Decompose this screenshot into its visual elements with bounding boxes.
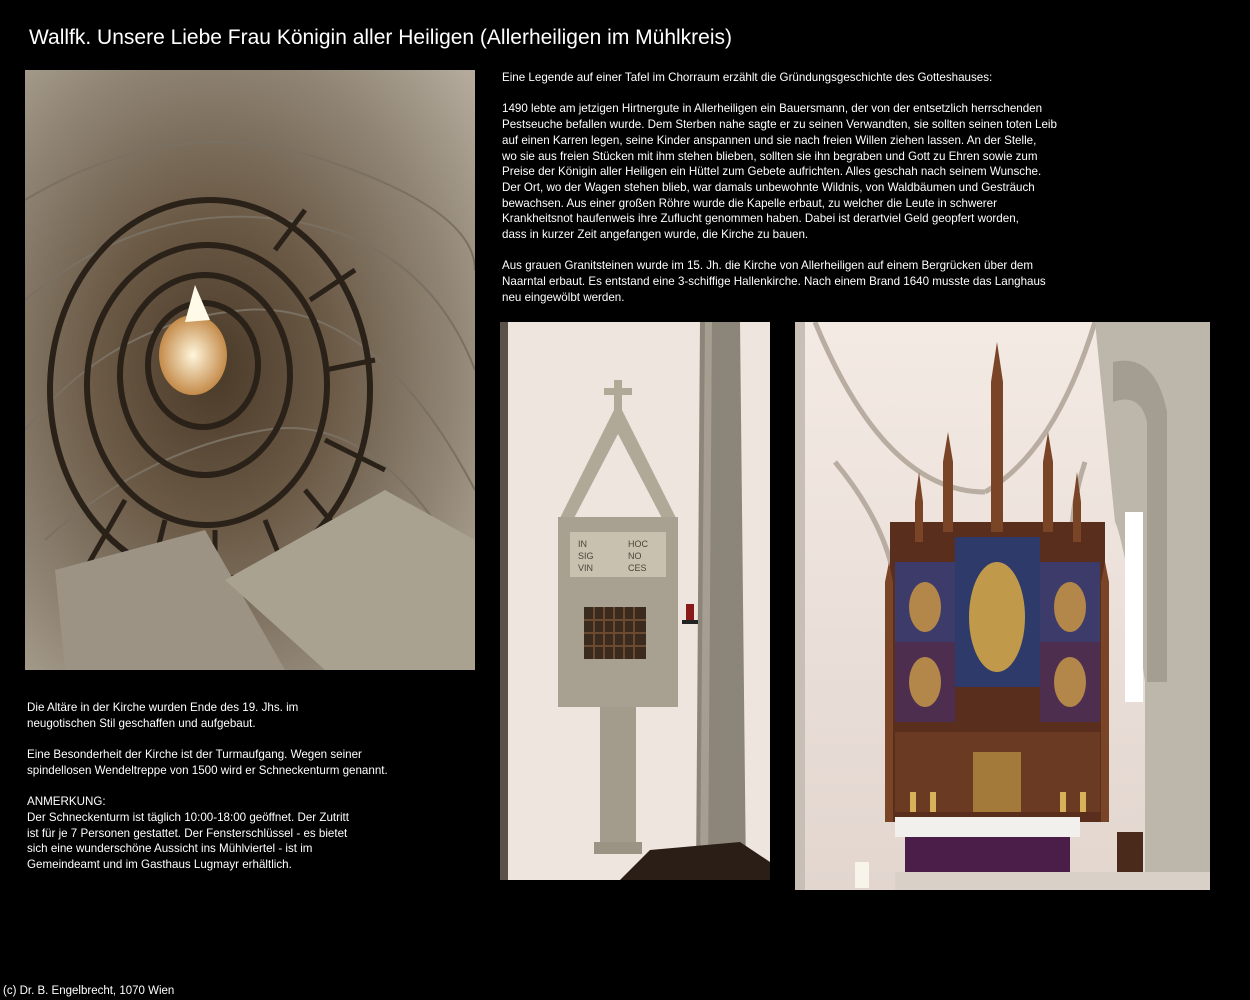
plaque-text-4: HOC [628, 539, 648, 549]
legend-intro: Eine Legende auf einer Tafel im Chorraum erzählt die Gründungsgeschichte des Gotteshauses: [502, 71, 993, 84]
legend-text-block [502, 70, 1102, 306]
remark-text: Der Schneckenturm ist täglich 10:00-18:00 geöffnet. Der Zutritt ist für je 7 Personen gestattet. Der Fensterschlüssel - es bietet sich eine wunderschöne Aussicht ins Mühlviertel - ist im Gemeindeamt und im Gasthaus Lugmayr erhältlich. [27, 810, 349, 871]
plaque-text-5: NO [628, 551, 642, 561]
copyright-footer: (c) Dr. B. Engelbrecht, 1070 Wien [3, 985, 175, 997]
altar-photo [795, 322, 1210, 890]
church-history: Aus grauen Granitsteinen wurde im 15. Jh. die Kirche von Allerheiligen auf einem Bergrücken über dem Naarntal erbaut. Es entstand eine 3-schiffige Hallenkirche. Nach einem Brand 1640 musste das Langhaus neu eingewölbt werden. [502, 259, 1046, 304]
wall-niche-photo [500, 322, 770, 880]
tower-note: Eine Besonderheit der Kirche ist der Turmaufgang. Wegen seiner spindellosen Wendeltreppe von 1500 wird er Schneckenturm genannt. [27, 748, 388, 777]
remark-heading: ANMERKUNG: [27, 795, 106, 809]
plaque-text-1: IN [578, 539, 587, 549]
spiral-staircase-photo [25, 70, 475, 670]
plaque-text-6: CES [628, 563, 647, 573]
altars-note: Die Altäre in der Kirche wurden Ende des 19. Jhs. im neugotischen Stil geschaffen und aufgebaut. [27, 701, 299, 730]
notes-text-block [27, 700, 427, 873]
legend-story: 1490 lebte am jetzigen Hirtnergute in Allerheiligen ein Bauersmann, der von der entsetzlich herrschenden Pestseuche befallen wurde. Dem Sterben nahe sagte er zu seinen Verwandten, sie sollten seinen toten Leib auf einen Karren legen, seine Kinder anspannen und sie nach freien Willen ziehen lassen. An der Stelle, wo sie aus freien Stücken mit ihm stehen blieben, sollten sie ihn begraben und Gott zu Ehren sowie zum Preise der Königin aller Heiligen ein Hüttel zum Gebete aufrichten. Alles geschah nach seinem Wunsche. Der Ort, wo der Wagen stehen blieb, war damals unbewohnte Wildnis, von Waldbäumen und Gesträuch bewachsen. Aus einer großen Röhre wurde die Kapelle erbaut, zu welcher die Leute in schwerer Krankheitsnot haufenweis ihre Zuflucht genommen haben. Dabei ist derartviel Geld geopfert worden, dass in kurzer Zeit angefangen wurde, die Kirche zu bauen. [502, 102, 1057, 242]
plaque-text-2: SIG [578, 551, 594, 561]
plaque-text-3: VIN [578, 563, 594, 573]
page-title: Wallfk. Unsere Liebe Frau Königin aller Heiligen (Allerheiligen im Mühlkreis) [29, 26, 733, 49]
